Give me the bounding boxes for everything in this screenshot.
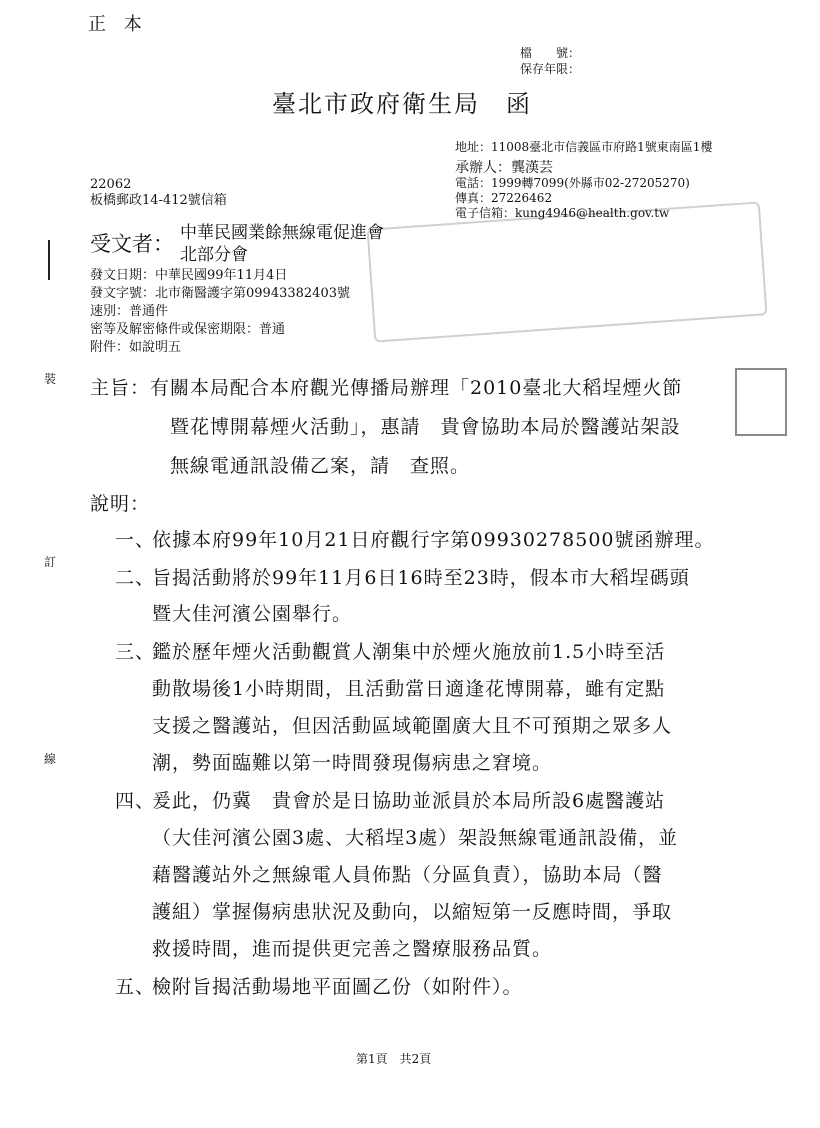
item-line: 護組）掌握傷病患狀況及動向，以縮短第一反應時間，爭取 [152, 901, 673, 923]
attachment-note: 附件：如說明五 [90, 340, 182, 355]
binding-mark-line [48, 240, 50, 280]
margin-mark-xian: 線 [44, 752, 57, 766]
item-line: 依據本府99年10月21日府觀行字第09930278500號函辦理。 [152, 529, 715, 551]
item-line: 旨揭活動將於99年11月6日16時至23時，假本市大稻埕碼頭 [152, 567, 690, 589]
item-line: 潮，勢面臨難以第一時間發現傷病患之窘境。 [152, 752, 553, 774]
secrecy-class: 密等及解密條件或保密期限：普通 [90, 322, 286, 337]
file-number: 檔 號： [520, 46, 581, 60]
sender-fax: 傳真：27226462 [455, 191, 553, 205]
subject-line-2: 暨花博開幕煙火活動」，惠請 貴會協助本局於醫護站架設 [170, 416, 681, 438]
item-number: 三、 [115, 641, 156, 663]
item-number: 一、 [115, 529, 156, 551]
margin-mark-zhuang: 裝 [44, 372, 57, 386]
recipient-branch: 北部分會 [180, 245, 248, 265]
margin-mark-ding: 訂 [44, 555, 57, 569]
subject-line-3: 無線電通訊設備乙案，請 查照。 [170, 455, 471, 477]
copy-mark: 正 本 [88, 14, 148, 35]
subject-line-1: 有關本局配合本府觀光傳播局辦理「2010臺北大稻埕煙火節 [150, 377, 683, 399]
explanation-label: 說明： [90, 493, 151, 515]
page-title: 臺北市政府衛生局 函 [272, 90, 532, 118]
sender-address: 地址：11008臺北市信義區市府路1號東南區1樓 [455, 140, 713, 154]
seal-stamp [735, 368, 787, 436]
page-number: 第1頁 共2頁 [356, 1052, 432, 1066]
issue-number: 發文字號：北市衛醫護字第09943382403號 [90, 286, 350, 301]
item-line: 救援時間，進而提供更完善之醫療服務品質。 [152, 938, 553, 960]
item-line: 檢附旨揭活動場地平面圖乙份（如附件）。 [152, 976, 523, 998]
sender-handler: 承辦人：龔漢芸 [455, 160, 553, 176]
item-line: 暨大佳河濱公園舉行。 [152, 603, 353, 625]
item-line: 藉醫護站外之無線電人員佈點（分區負責），協助本局（醫 [152, 864, 663, 886]
item-line: 爰此，仍冀 貴會於是日協助並派員於本局所設6處醫護站 [152, 790, 666, 812]
sender-phone: 電話：1999轉7099(外縣市02-27205270) [455, 176, 690, 190]
sender-email: 電子信箱：kung4946@health.gov.tw [455, 206, 670, 220]
item-line: （大佳河濱公園3處、大稻埕3處）架設無線電通訊設備，並 [152, 827, 679, 849]
item-line: 支援之醫護站，但因活動區域範圍廣大且不可預期之眾多人 [152, 715, 673, 737]
item-line: 鑑於歷年煙火活動觀賞人潮集中於煙火施放前1.5小時至活 [152, 641, 666, 663]
item-line: 動散場後1小時期間，且活動當日適逢花博開幕，雖有定點 [152, 678, 666, 700]
retention-period: 保存年限： [520, 62, 581, 76]
item-number: 五、 [115, 976, 156, 998]
speed-class: 速別：普通件 [90, 304, 169, 319]
item-number: 四、 [115, 790, 156, 812]
recipient-name: 中華民國業餘無線電促進會 [180, 223, 384, 243]
postal-code: 22062 [90, 177, 132, 192]
subject-label: 主旨： [90, 377, 151, 399]
recipient-label: 受文者： [90, 232, 174, 256]
item-number: 二、 [115, 567, 156, 589]
issue-date: 發文日期：中華民國99年11月4日 [90, 268, 288, 283]
faint-stamp-background [367, 201, 768, 342]
postal-box: 板橋郵政14-412號信箱 [90, 193, 227, 208]
